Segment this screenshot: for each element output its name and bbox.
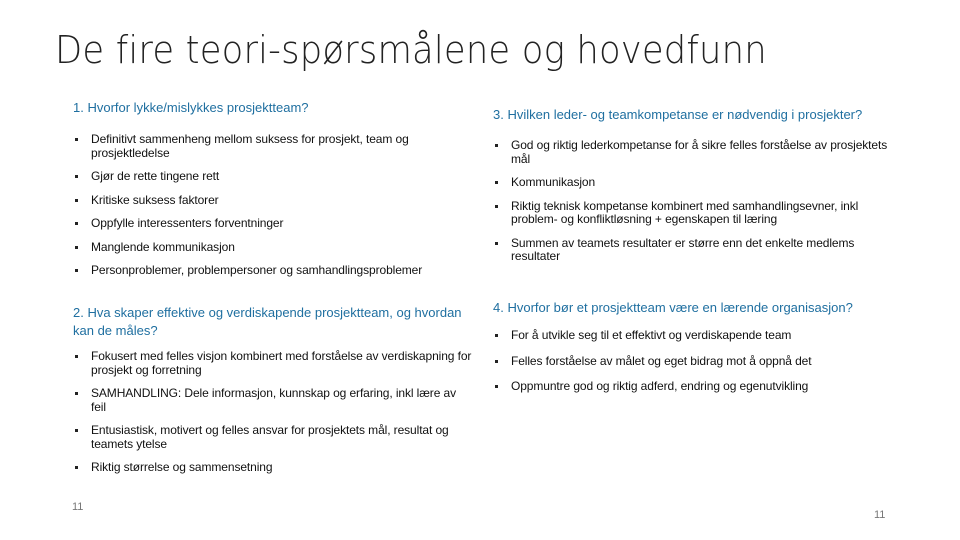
section-heading: 1. Hvorfor lykke/mislykkes prosjektteam? xyxy=(73,100,309,115)
section-3 xyxy=(493,107,898,274)
section-heading: 4. Hvorfor bør et prosjektteam være en lærende organisasjon? xyxy=(493,300,853,315)
bullet-text: Riktig størrelse og sammensetning xyxy=(91,460,273,474)
bullet-item xyxy=(493,329,898,343)
bullet-item xyxy=(73,194,463,208)
bullet-text: Felles forståelse av målet og eget bidrag mot å oppnå det xyxy=(511,353,812,368)
bullet-text: For å utvikle seg til et effektivt og verdiskapende team xyxy=(511,328,792,342)
bullet-text: Personproblemer, problempersoner og samhandlingsproblemer xyxy=(91,263,423,277)
bullet-icon xyxy=(495,205,498,208)
bullet-text: Entusiastisk, motivert og felles ansvar for prosjektets mål, resultat og teamets ytelse xyxy=(91,423,449,451)
bullet-text: Kommunikasjon xyxy=(511,175,596,189)
bullet-text: SAMHANDLING: Dele informasjon, kunnskap og erfaring, inkl lære av feil xyxy=(91,386,456,414)
bullet-icon xyxy=(75,466,78,469)
bullet-item xyxy=(73,241,463,255)
bullet-item xyxy=(73,350,473,377)
bullet-icon xyxy=(75,269,78,272)
bullet-icon xyxy=(495,334,498,337)
bullet-text: Oppmuntre god og riktig adferd, endring og egenutvikling xyxy=(511,379,809,393)
bullet-item xyxy=(493,380,898,394)
bullet-list xyxy=(73,350,473,475)
bullet-item xyxy=(73,461,473,475)
bullet-icon xyxy=(75,175,78,178)
bullet-item xyxy=(493,237,898,264)
bullet-text: Kritiske suksess faktorer xyxy=(91,192,219,207)
slide-title: De fire teori-spørsmålene og hovedfunn xyxy=(55,28,767,72)
section-2 xyxy=(73,304,473,485)
section-heading: 2. Hva skaper effektive og verdiskapende prosjektteam, og hvordan kan de måles? xyxy=(73,305,462,338)
bullet-list xyxy=(493,329,898,394)
bullet-text: God og riktig lederkompetanse for å sikre felles forståelse av prosjektets mål xyxy=(511,138,888,166)
bullet-text: Gjør de rette tingene rett xyxy=(91,169,220,183)
bullet-icon xyxy=(75,429,78,432)
bullet-list xyxy=(493,139,898,264)
bullet-icon xyxy=(75,138,78,141)
bullet-item xyxy=(73,170,463,184)
page-number-right: 11 xyxy=(874,509,886,521)
bullet-text: Definitivt sammenheng mellom suksess for prosjekt, team og prosjektledelse xyxy=(91,132,409,160)
section-4 xyxy=(493,299,898,406)
page-number-left: 11 xyxy=(72,501,84,513)
bullet-icon xyxy=(75,246,78,249)
bullet-icon xyxy=(75,222,78,225)
bullet-icon xyxy=(495,360,498,363)
bullet-item xyxy=(73,217,463,231)
bullet-icon xyxy=(495,181,498,184)
bullet-text: Summen av teamets resultater er større enn det enkelte medlems resultater xyxy=(511,235,855,263)
bullet-item xyxy=(493,176,898,190)
bullet-item xyxy=(73,424,473,451)
bullet-icon xyxy=(495,385,498,388)
bullet-item xyxy=(493,200,898,227)
bullet-list xyxy=(73,133,463,278)
bullet-icon xyxy=(495,144,498,147)
bullet-item xyxy=(73,387,473,414)
bullet-text: Oppfylle interessenters forventninger xyxy=(91,216,284,230)
bullet-icon xyxy=(75,355,78,358)
bullet-item xyxy=(73,264,463,278)
bullet-item xyxy=(493,139,898,166)
bullet-text: Riktig teknisk kompetanse kombinert med samhandlingsevner, inkl problem- og konfliktløsning + egenskapen til læring xyxy=(511,198,859,226)
section-heading: 3. Hvilken leder- og teamkompetanse er nødvendig i prosjekter? xyxy=(493,107,863,122)
bullet-icon xyxy=(495,242,498,245)
bullet-text: Manglende kommunikasjon xyxy=(91,239,235,254)
bullet-item xyxy=(73,133,463,160)
bullet-icon xyxy=(75,199,78,202)
bullet-text: Fokusert med felles visjon kombinert med forståelse av verdiskapning for prosjekt og forretning xyxy=(91,349,472,377)
bullet-icon xyxy=(75,392,78,395)
section-1 xyxy=(73,99,463,288)
bullet-item xyxy=(493,355,898,369)
